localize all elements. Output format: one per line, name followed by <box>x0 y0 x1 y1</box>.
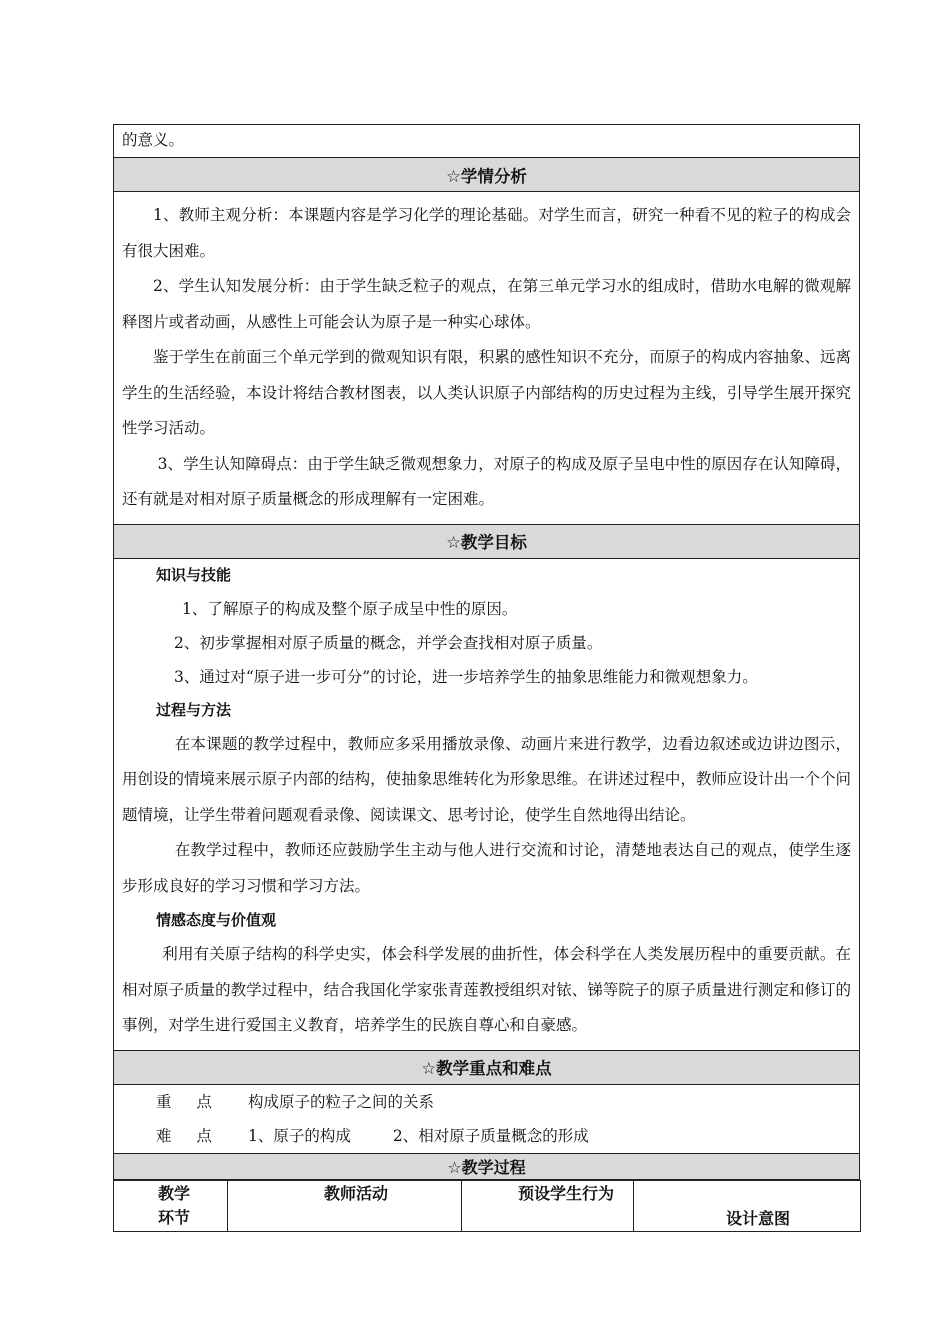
goal-item: 1、了解原子的构成及整个原子成呈中性的原因。 <box>182 599 518 618</box>
section-header-zhongnan: ☆教学重点和难点 <box>113 1051 860 1085</box>
lesson-plan-table <box>113 124 860 1232</box>
paragraph: 在教学过程中，教师还应鼓励学生主动与他人进行交流和讨论，清楚地表达自己的观点，使学生逐步形成良好的学习习惯和学习方法。 <box>122 841 851 895</box>
intro-tail-text: 的意义。 <box>122 131 185 149</box>
col-header-student: 预设学生行为 <box>462 1180 634 1231</box>
section-body-mubiao <box>113 559 860 1051</box>
col-header-intent: 设计意图 <box>634 1180 861 1231</box>
col-header-stage: 教学环节 <box>114 1180 228 1231</box>
paragraph: 3、学生认知障碍点：由于学生缺乏微观想象力，对原子的构成及原子呈电中性的原因存在认知障碍，还有就是对相对原子质量概念的形成理解有一定困难。 <box>122 454 851 508</box>
section-body-zhongnan <box>113 1085 860 1154</box>
section-body-xueqing <box>113 192 860 525</box>
section-header-guocheng: ☆教学过程 <box>113 1154 860 1180</box>
goal-item: 2、初步掌握相对原子质量的概念，并学会查找相对原子质量。 <box>174 633 603 652</box>
key-point-label: 重 点 <box>156 1092 222 1111</box>
difficult-point-row <box>122 1119 851 1153</box>
difficult-point-label: 难 点 <box>156 1126 222 1145</box>
col-header-teacher: 教师活动 <box>228 1180 462 1231</box>
paragraph: 2、学生认知发展分析：由于学生缺乏粒子的观点，在第三单元学习水的组成时，借助水电解的微观解释图片或者动画，从感性上可能会认为原子是一种实心球体。 <box>122 277 851 331</box>
table-header-row <box>114 1180 861 1231</box>
paragraph: 在本课题的教学过程中，教师应多采用播放录像、动画片来进行教学，边看边叙述或边讲边图示，用创设的情境来展示原子内部的结构，使抽象思维转化为形象思维。在讲述过程中，教师应设计出一个个问题情境，让学生带着问题观看录像、阅读课文、思考讨论，使学生自然地得出结论。 <box>122 734 851 824</box>
section-header-mubiao: ☆教学目标 <box>113 525 860 559</box>
section-header-xueqing: ☆学情分析 <box>113 158 860 192</box>
key-point-row <box>122 1085 851 1119</box>
paragraph: 1、教师主观分析：本课题内容是学习化学的理论基础。对学生而言，研究一种看不见的粒子的构成会有很大困难。 <box>122 206 851 260</box>
subheading-knowledge: 知识与技能 <box>156 565 232 584</box>
goal-item: 3、通过对“原子进一步可分”的讨论，进一步培养学生的抽象思维能力和微观想象力。 <box>174 667 758 686</box>
subheading-emotion: 情感态度与价值观 <box>156 911 277 929</box>
intro-tail-row <box>113 124 860 158</box>
difficult-point-1: 1、原子的构成 <box>248 1126 351 1145</box>
key-point-text: 构成原子的粒子之间的关系 <box>248 1092 435 1111</box>
paragraph: 鉴于学生在前面三个单元学到的微观知识有限，积累的感性知识不充分，而原子的构成内容抽象、远离学生的生活经验，本设计将结合教材图表，以人类认识原子内部结构的历史过程为主线，引导学生展开探究性学习活动。 <box>122 348 851 437</box>
subheading-process: 过程与方法 <box>156 700 232 719</box>
difficult-point-2: 2、相对原子质量概念的形成 <box>392 1126 589 1145</box>
process-table <box>113 1180 861 1232</box>
paragraph: 利用有关原子结构的科学史实，体会科学发展的曲折性，体会科学在人类发展历程中的重要贡献。在相对原子质量的教学过程中，结合我国化学家张青莲教授组织对铱、锑等院子的原子质量进行测定和修订的事例，对学生进行爱国主义教育，培养学生的民族自尊心和自豪感。 <box>122 945 851 1034</box>
